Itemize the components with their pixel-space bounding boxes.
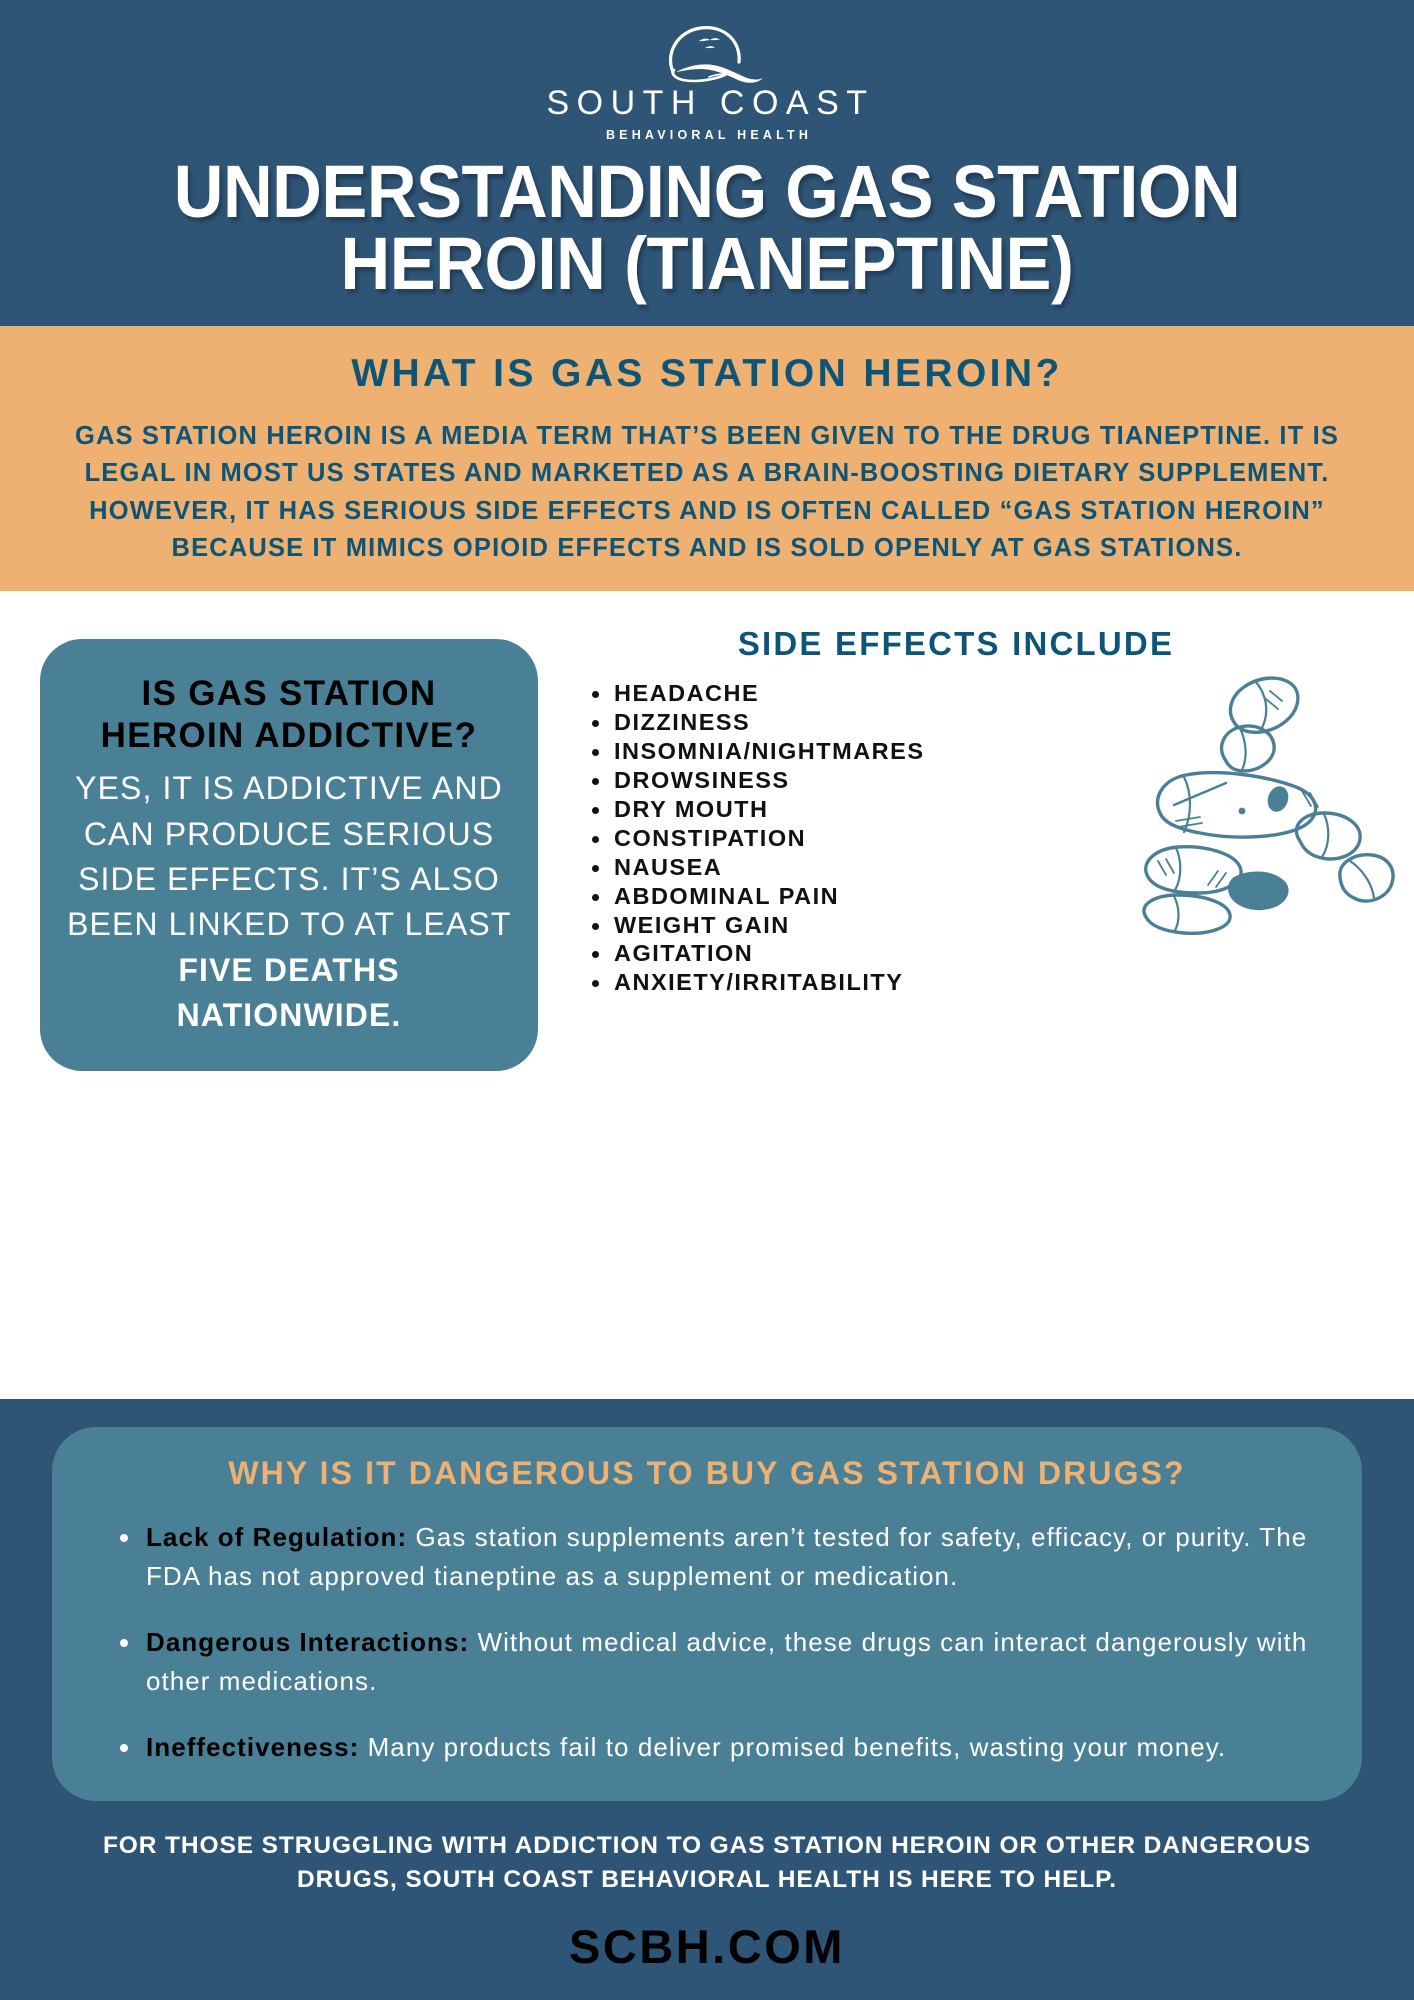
footer-website-url[interactable]: SCBH.COM [569,1920,845,1973]
bottom-section [0,1399,1414,2000]
addictive-card-body [66,766,512,1039]
danger-list [92,1518,1322,1768]
danger-item-label: Dangerous Interactions: [146,1626,470,1657]
danger-item-label: Lack of Regulation: [146,1521,408,1552]
list-item: DROWSINESS [588,766,1386,795]
list-item: NAUSEA [588,853,1386,882]
list-item: CONSTIPATION [588,824,1386,853]
what-is-section [0,326,1414,592]
page-title: UNDERSTANDING GAS STATION HEROIN (TIANEPTINE) [173,150,1241,305]
footer-note: FOR THOSE STRUGGLING WITH ADDICTION TO GAS STATION HEROIN OR OTHER DANGEROUS DRUGS, SOUTH COAST BEHAVIORAL HEALTH IS HERE TO HELP. [102,1832,1312,1894]
sun-wave-birds-icon [643,22,771,84]
addictive-card-title: IS GAS STATION HEROIN ADDICTIVE? [100,674,478,755]
side-effects-heading: SIDE EFFECTS INCLUDE [737,625,1175,663]
list-item: INSOMNIA/NIGHTMARES [588,737,1386,766]
list-item: AGITATION [588,939,1386,968]
danger-item-text: Gas station supplements aren’t tested for safety, efficacy, or purity. The FDA has not approved tianeptine as a supplement or medication. [146,1521,1308,1592]
middle-section [0,591,1414,1092]
list-item [120,1728,1322,1768]
list-item: ABDOMINAL PAIN [588,882,1386,911]
side-effects-section [566,623,1386,997]
danger-item-text: Many products fail to deliver promised benefits, wasting your money. [359,1731,1227,1762]
list-item: ANXIETY/IRRITABILITY [588,968,1386,997]
list-item [120,1623,1322,1702]
danger-item-label: Ineffectiveness: [146,1731,360,1762]
list-item: WEIGHT GAIN [588,911,1386,940]
brand-logo [0,22,1414,142]
side-effects-list [566,679,1386,997]
danger-heading: WHY IS IT DANGEROUS TO BUY GAS STATION DRUGS? [228,1454,1186,1491]
brand-name: SOUTH COAST [546,84,875,122]
brand-tagline: BEHAVIORAL HEALTH [605,128,813,142]
addictive-card-emphasis: FIVE DEATHS NATIONWIDE. [176,951,402,1034]
what-is-heading: WHAT IS GAS STATION HEROIN? [351,351,1063,395]
list-item: HEADACHE [588,679,1386,708]
addictive-card [40,639,538,1070]
header-section [0,0,1414,326]
danger-card [52,1427,1362,1802]
addictive-card-body-text: YES, IT IS ADDICTIVE AND CAN PRODUCE SERIOUS SIDE EFFECTS. IT’S ALSO BEEN LINKED TO AT LEAST [67,770,511,943]
list-item [120,1518,1322,1597]
list-item: DIZZINESS [588,708,1386,737]
danger-item-text: Without medical advice, these drugs can interact dangerously with other medications. [146,1626,1308,1697]
what-is-body: GAS STATION HEROIN IS A MEDIA TERM THAT’S BEEN GIVEN TO THE DRUG TIANEPTINE. IT IS LEGAL IN MOST US STATES AND MARKETED AS A BRAIN-BOOSTING DIETARY SUPPLEMENT. HOWEVER, IT HAS SERIOUS SIDE EFFECTS AND IS OFTEN CALLED “GAS STATION HEROIN” BECAUSE IT MIMICS OPIOID EFFECTS AND IS SOLD OPENLY AT GAS STATIONS. [74,421,1340,562]
list-item: DRY MOUTH [588,795,1386,824]
